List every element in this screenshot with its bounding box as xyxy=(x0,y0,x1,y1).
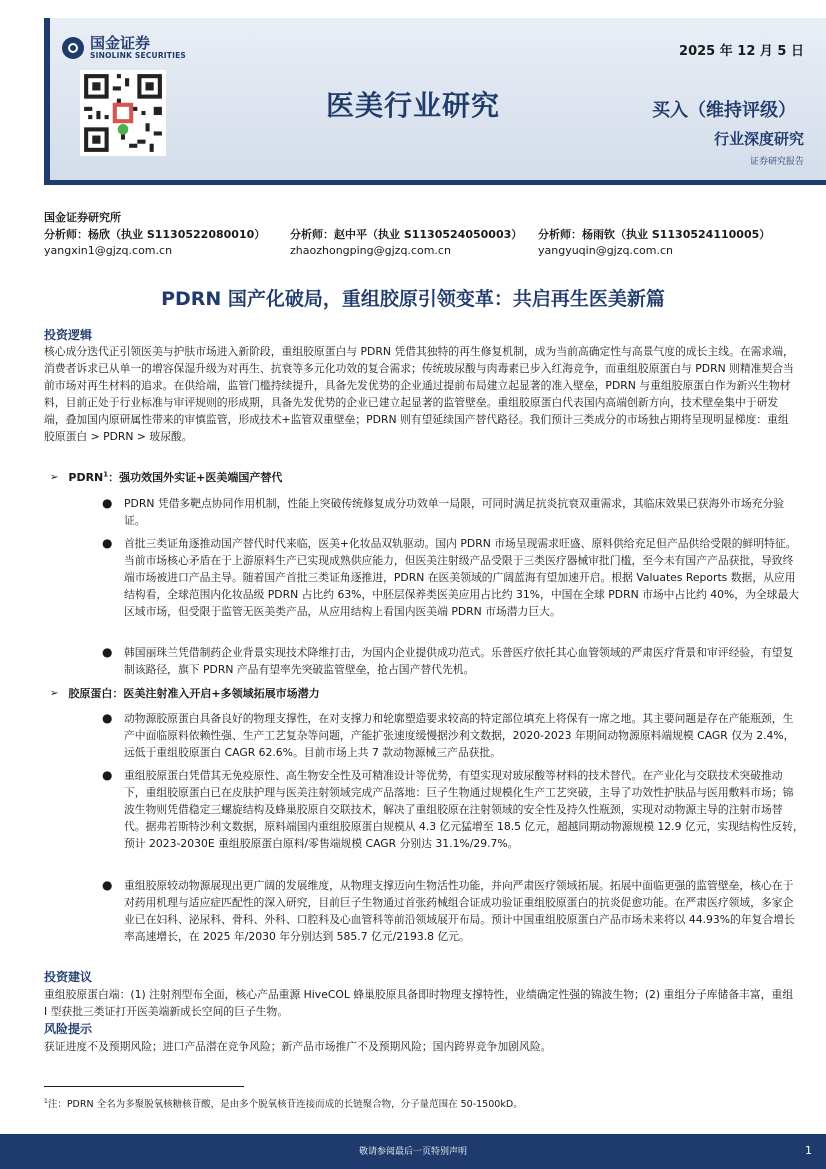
document-title: PDRN 国产化破局，重组胶原引领变革：共启再生医美新篇 xyxy=(161,288,665,310)
institute-name: 国金证券研究所 xyxy=(44,211,121,224)
analyst-1: 分析师：杨欣（执业 S1130522080010） xyxy=(44,228,266,241)
footnote-divider xyxy=(44,1086,244,1087)
report-date: 2025 年 12 月 5 日 xyxy=(679,44,804,59)
arrow-icon: ➢ xyxy=(50,471,59,483)
report-type: 行业深度研究 xyxy=(713,130,804,148)
rating-label: 买入（维持评级） xyxy=(652,100,796,121)
footer-disclaimer-link[interactable]: 敬请参阅最后一页特别声明 xyxy=(358,1147,467,1157)
banner-accent-bar xyxy=(44,18,50,184)
section-heading-logic: 投资逻辑 xyxy=(44,328,93,342)
report-subtype: 证券研究报告 xyxy=(749,157,804,167)
analyst-3-email[interactable]: yangyuqin@gjzq.com.cn xyxy=(538,244,673,257)
page-number: 1 xyxy=(805,1144,812,1157)
collagen-bullet-1: 动物源胶原蛋白具备良好的物理支撑性，在对支撑力和轮廓塑造要求较高的特定部位填充上将保有一席之地。其主要问题是存在产能瓶颈，生产中面临原料依赖性强、生产工艺复杂等问题，产能扩张速度缓慢据沙利文数据，2020-2023 年期间动物源原料端规模 CAGR 仅为 2.4%，远低于重组胶原蛋白 CAGR 62.6%。目前市场上共 7 款动物源械三产品获批。 xyxy=(124,712,795,759)
collagen-bullet-3: 重组胶原较动物源展现出更广阔的发展维度，从物理支撑迈向生物活性功能，并向严肃医疗领域拓展。拓展中面临更强的监管壁垒，核心在于对药用机理与适应症匹配性的深入研究，目前巨子生物通过首张药械组合证成功验证重组胶原蛋白的抗炎促愈功能。在严肃医疗领域，多家企业已在妇科、泌尿科、骨科、外科、口腔科及心血管科等前沿领域展开布局。预计中国重组胶原蛋白产品市场未来将以 44.93%的年复合增长率高速增长，在 2025 年/2030 年分别达到 585.7 亿元/2193.8 亿元。 xyxy=(124,879,795,943)
bullet-icon: ● xyxy=(102,496,113,510)
collagen-bullet-2: 重组胶原蛋白凭借其无免疫原性、高生物安全性及可精准设计等优势，有望实现对玻尿酸等材料的技术替代。在产业化与交联技术突破推动下，重组胶原蛋白已在皮肤护理与医美注射领域完成产品落地：巨子生物通过规模化生产工艺突破，主导了功效性护肤品与医用敷料市场；锦波生物则凭借稳定三螺旋结构及蜂巢胶原自交联技术，解决了重组胶原在注射领域的安全性及持久性瓶颈，实现对动物源主导的注射市场替代。据弗若斯特沙利文数据，原料端国内重组胶原蛋白规模从 4.3 亿元猛增至 18.5 亿元，超越同期动物源规模 12.9 亿元，实现结构性反转，预计 2023-2030E 重组胶原蛋白原料/零售端规模 CAGR 分别达 31.1%/29.7%。 xyxy=(124,769,804,850)
analyst-2: 分析师：赵中平（执业 S1130524050003） xyxy=(290,228,523,241)
pdrn-bullet-1: PDRN 凭借多靶点协同作用机制，性能上突破传统修复成分功效单一局限，可同时满足抗炎抗衰双重需求，其临床效果已获海外市场充分验证。 xyxy=(124,497,785,527)
logo-chinese-name: 国金证券 xyxy=(90,34,151,52)
pdrn-bullet-3: 韩国丽珠兰凭借制药企业背景实现技术降维打击，为国内企业提供成功范式。乐普医疗依托其心血管领域的严肃医疗背景和审评经验，有望复制该路径，旗下 PDRN 产品有望率先突破监管壁垒，抢占国产替代先机。 xyxy=(124,646,794,676)
bullet-icon: ● xyxy=(102,768,113,782)
bullet-icon: ● xyxy=(102,645,113,659)
company-logo xyxy=(62,36,186,60)
analyst-3: 分析师：杨雨钦（执业 S1130524110005） xyxy=(538,228,771,241)
analyst-2-email[interactable]: zhaozhongping@gjzq.com.cn xyxy=(290,244,451,257)
section-heading-advice: 投资建议 xyxy=(44,970,93,984)
subheading-pdrn: ➢ PDRN$^1$：强功效国外实证+医美端国产替代 xyxy=(50,470,283,484)
logo-english-name: SINOLINK SECURITIES xyxy=(90,50,187,60)
subheading-collagen: ➢ 胶原蛋白：医美注射准入开启+多领域拓展市场潜力 xyxy=(50,687,320,700)
qr-code-icon xyxy=(80,70,166,156)
advice-paragraph: 重组胶原蛋白端：(1) 注射剂型布全面，核心产品重源 HiveCOL 蜂巢胶原具备即时物理支撑特性，业绩确定性强的锦波生物；(2) 重组分子库储备丰富，重组 I 型获批三类证打开医美端新成长空间的巨子生物。 xyxy=(44,988,794,1018)
footnote: $^1$注：PDRN 全名为多聚脱氧核糖核苷酸，是由多个脱氧核苷连接而成的长链聚合物，分子量范围在 50-1500kD。 xyxy=(44,1097,523,1110)
bullet-icon: ● xyxy=(102,536,113,550)
sinolink-logo-icon xyxy=(62,37,84,59)
arrow-icon: ➢ xyxy=(50,687,59,699)
banner-divider xyxy=(44,180,826,185)
industry-title: 医美行业研究 xyxy=(326,89,501,122)
bullet-icon: ● xyxy=(102,878,113,892)
pdrn-bullet-2: 首批三类证角逐推动国产替代时代来临，医美+化妆品双轨驱动。国内 PDRN 市场呈现需求旺盛、原料供给充足但产品供给受限的鲜明特征。当前市场核心矛盾在于上游原料生产已实现成熟供应能力，但医美注射级产品受限于三类医疗器械审批门槛，至今未有国产产品获批，导致终端市场被进口产品主导。随着国产首批三类证角逐推进，PDRN 在医美领域的广阔蓝海有望加速开启。根据 Valuates Reports 数据，从应用结构看，全球范围内化妆品级 PDRN 占比约 63%，中胚层保养类医美应用占比约 31%，中国在全球 PDRN 市场中占比约 40%，为全球最大区域市场，但受限于监管无医美类产品，从应用结构上看国内医美端 PDRN 市场潜力巨大。 xyxy=(124,537,800,618)
section-heading-risk: 风险提示 xyxy=(44,1022,93,1036)
analyst-1-email[interactable]: yangxin1@gjzq.com.cn xyxy=(44,244,173,257)
risk-paragraph: 获证进度不及预期风险；进口产品潜在竞争风险；新产品市场推广不及预期风险；国内跨界竞争加剧风险。 xyxy=(44,1040,552,1053)
bullet-icon: ● xyxy=(102,711,113,725)
logic-paragraph: 核心成分迭代正引领医美与护肤市场进入新阶段，重组胶原蛋白与 PDRN 凭借其独特的再生修复机制，成为当前高确定性与高景气度的成长主线。在需求端，消费者诉求已从单一的增容保湿升级为对再生、抗衰等多元化功效的复合需求；传统玻尿酸与肉毒素已步入红海竞争，而重组胶原蛋白与 PDRN 则精准契合当前市场对再生材料的追求。在供给端，监管门槛持续提升，具备先发优势的企业通过提前布局建立起显著的准入壁垒，PDRN 与重组胶原蛋白作为新兴生物材料，目前正处于行业标准与审评规则的形成期，具备先发优势的企业已建立起显著的监管壁垒。重组胶原蛋白代表国内高端创新方向，技术壁垒集中于研发端，叠加国内原研属性带来的审慎监管，形成技术+监管双重壁垒；PDRN 则有望延续国产替代路径。我们预计三类成分的市场独占期将呈现明显梯度：重组胶原蛋白 > PDRN > 玻尿酸。 xyxy=(44,345,794,443)
